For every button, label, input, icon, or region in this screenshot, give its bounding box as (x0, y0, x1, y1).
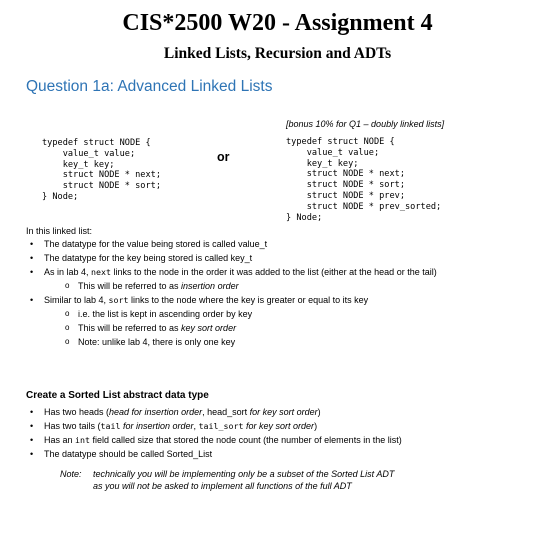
list-item-text: As in lab 4, (44, 267, 92, 277)
list-item-text: Has two tails ( (44, 421, 101, 431)
list-item-text: The datatype for the key being stored is called key_t (44, 253, 253, 263)
list-item (26, 419, 402, 433)
inline-code: tail (100, 421, 121, 431)
list-item-text: for key sort order (243, 421, 315, 431)
list-item-text: key sort order (181, 323, 237, 333)
list-item (26, 447, 402, 461)
list-item (26, 237, 437, 251)
note-line (60, 480, 394, 492)
list-item-text: ) (317, 407, 321, 417)
document-title: CIS*2500 W20 - Assignment 4 (122, 10, 433, 36)
list-item (26, 265, 437, 293)
list-item (26, 433, 402, 447)
sub-list (44, 307, 437, 349)
list-item-text: for key sort order (247, 407, 318, 417)
list-item-text: for insertion order (120, 421, 194, 431)
list-item-text: ) (314, 421, 318, 431)
sub-list-item (44, 279, 437, 293)
sub-list-item (44, 307, 437, 321)
list-item-text: insertion order (181, 281, 239, 291)
linked-list-bullets (26, 237, 437, 349)
list-item-text: , (202, 407, 208, 417)
inline-code: sort (108, 295, 129, 305)
list-item-text: links to the node where the key is greater or equal to its key (128, 295, 369, 305)
list-item-text: This will be referred to as (78, 323, 182, 333)
list-item-text: The datatype for the value being stored is called value_t (44, 239, 268, 249)
sub-list-item (44, 335, 437, 349)
note-text: technically you will be implementing only be a subset of the Sorted List ADT (93, 469, 395, 479)
question-heading: Question 1a: Advanced Linked Lists (26, 78, 273, 95)
sub-list-item (44, 321, 437, 335)
note-line (60, 468, 394, 480)
inline-code: int (75, 435, 91, 445)
list-item-text: head for insertion order (109, 407, 203, 417)
list-item-text: This will be referred to as (78, 281, 182, 291)
code-block-singly: typedef struct NODE { value_t value; key_t key; struct NODE * next; struct NODE * sort; } Node; (42, 138, 161, 202)
list-item-text: Similar to lab 4, (44, 295, 109, 305)
note-block (60, 468, 394, 492)
intro-text: In this linked list: (26, 226, 93, 236)
inline-code: next (91, 267, 112, 277)
list-item-text: , (193, 421, 199, 431)
inline-code: tail_sort (198, 421, 244, 431)
list-item-text: Has two heads ( (44, 407, 110, 417)
list-item-text: The datatype should be called Sorted_List (44, 449, 213, 459)
note-text: as you will not be asked to implement all functions of the full ADT (93, 481, 352, 491)
sorted-list-heading: Create a Sorted List abstract data type (26, 390, 209, 401)
bonus-label: [bonus 10% for Q1 – doubly linked lists] (286, 119, 445, 129)
list-item (26, 405, 402, 419)
code-block-doubly: typedef struct NODE { value_t value; key_t key; struct NODE * next; struct NODE * sort; struct NODE * prev; struct NODE * prev_sorted; } Node; (286, 137, 442, 223)
list-item (26, 251, 437, 265)
list-item-text: head_sort (207, 407, 248, 417)
list-item-text: links to the node in the order it was added to the list (either at the head or the tail) (111, 267, 437, 277)
list-item (26, 293, 437, 349)
list-item-text: i.e. the list is kept in ascending order by key (78, 309, 253, 319)
document-subtitle: Linked Lists, Recursion and ADTs (163, 45, 392, 62)
list-item-text: Has an (44, 435, 76, 445)
sorted-list-bullets (26, 405, 402, 461)
note-label: Note: (60, 469, 82, 479)
sub-list (44, 279, 437, 293)
or-label: or (217, 150, 230, 164)
list-item-text: Note: unlike lab 4, there is only one key (78, 337, 236, 347)
list-item-text: field called size that stored the node count (the number of elements in the list) (90, 435, 402, 445)
